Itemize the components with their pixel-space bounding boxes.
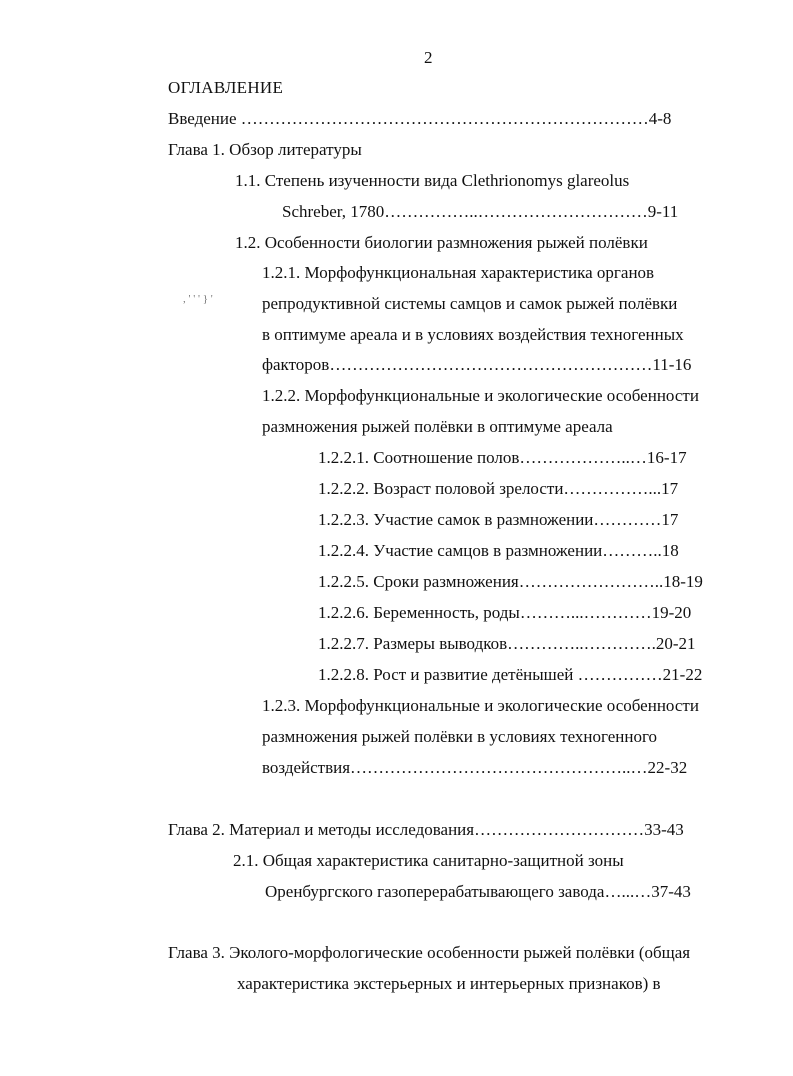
toc-line: 1.2.2.6. Беременность, роды………...…………19-20 [318,603,692,622]
toc-line: 1.2.2.1. Соотношение полов………………..…16-17 [318,448,687,467]
toc-line: 1.2.2.4. Участие самцов в размножении………..18 [318,541,679,560]
page-number: 2 [424,48,433,67]
toc-line: Глава 3. Эколого-морфологические особенности рыжей полёвки (общая [168,943,691,962]
toc-line: 1.1. Степень изученности вида Clethrionomys glareolus [235,171,630,190]
toc-line: 1.2.2.5. Сроки размножения……………………..18-19 [318,572,703,591]
toc-line: размножения рыжей полёвки в условиях техногенного [262,727,658,746]
toc-line: Оренбургского газоперерабатывающего завода…...…37-43 [265,882,691,901]
toc-line: Schreber, 1780……………..…………………………9-11 [282,202,679,221]
toc-line: факторов…………………………………………………11-16 [262,355,692,374]
toc-line: 1.2.2.3. Участие самок в размножении…………17 [318,510,679,529]
toc-line: размножения рыжей полёвки в оптимуме ареала [262,417,613,436]
scan-artifact: , ' ' ' } ' [183,293,213,305]
toc-line: репродуктивной системы самцов и самок рыжей полёвки [262,294,678,313]
toc-line: 2.1. Общая характеристика санитарно-защитной зоны [233,851,624,870]
toc-line: Глава 2. Материал и методы исследования…………………………33-43 [168,820,684,839]
toc-line: 1.2.2.2. Возраст половой зрелости……………...17 [318,479,679,498]
toc-line: 1.2.1. Морфофункциональная характеристика органов [262,263,655,282]
toc-line: Глава 1. Обзор литературы [168,140,362,159]
page-title: ОГЛАВЛЕНИЕ [168,78,284,97]
toc-line: 1.2.2.8. Рост и развитие детёнышей ……………21-22 [318,665,703,684]
toc-line: Введение ………………………………………………………………4-8 [168,109,672,128]
toc-line: характеристика экстерьерных и интерьерных признаков) в [237,974,661,993]
toc-line: 1.2. Особенности биологии размножения рыжей полёвки [235,233,648,252]
toc-line: 1.2.2. Морфофункциональные и экологические особенности [262,386,699,405]
toc-line: воздействия…………………………………………..…22-32 [262,758,688,777]
toc-line: в оптимуме ареала и в условиях воздействия техногенных [262,325,684,344]
toc-line: 1.2.2.7. Размеры выводков…………..………….20-21 [318,634,696,653]
toc-line: 1.2.3. Морфофункциональные и экологические особенности [262,696,699,715]
